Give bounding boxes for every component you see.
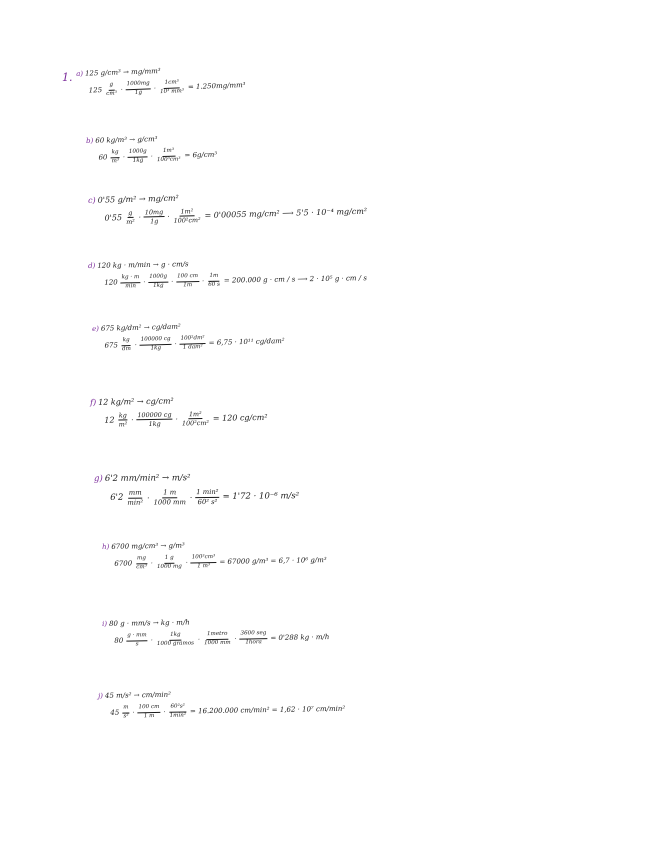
fraction: $\frac{m}{\text{s²}}$ <box>123 704 129 720</box>
item-result: = 200.000 g · cm / s ⟶ 2 · 10⁵ g · cm / s <box>223 274 367 285</box>
item-result: = 16.200.000 cm/min² = 1,62 · 10⁷ cm/min² <box>189 704 346 716</box>
fraction: $\frac{1000mg}{1g}$ <box>126 80 150 96</box>
item-letter: b) <box>86 136 94 145</box>
fraction: $\frac{kg}{dm}$ <box>121 337 131 352</box>
item-letter: d) <box>88 261 96 270</box>
item-result: = 0'00055 mg/cm² ⟶ 5'5 · 10⁻⁴ mg/cm² <box>204 207 368 221</box>
fraction: $\frac{\text{1m²}}{\text{100²cm²}}$ <box>181 410 210 428</box>
item-result: = 6,75 · 10¹¹ cg/dam² <box>208 337 285 348</box>
fraction: $\frac{100000 cg}{1kg}$ <box>140 335 171 352</box>
fraction: $\frac{1000g}{1kg}$ <box>149 273 168 289</box>
item-i <box>102 616 329 648</box>
item-letter: f) <box>90 397 97 407</box>
fraction: $\frac{1kg}{\text{1000 gramos}}$ <box>156 631 195 647</box>
item-heading: 6700 mg/cm³ → g/m³ <box>111 541 185 551</box>
item-letter: c) <box>88 195 96 205</box>
item-f <box>90 395 268 429</box>
item-heading: 12 kg/m² → cg/cm² <box>98 396 174 407</box>
item-letter: i) <box>102 619 108 628</box>
item-h <box>102 539 327 571</box>
fraction: $\frac{\text{60²s²}}{\text{1min²}}$ <box>169 703 187 719</box>
item-value: 6'2 <box>110 493 124 504</box>
item-d <box>88 257 367 290</box>
fraction: $\frac{\text{3600 seg}}{\text{1hora}}$ <box>240 630 267 646</box>
item-letter: j) <box>98 691 104 700</box>
fraction: $\frac{g}{\text{m²}}$ <box>126 208 135 227</box>
item-result: = 6g/cm³ <box>184 150 218 160</box>
item-calculation: 0'55 $\frac{g}{\text{m²}}$ · $\frac{10mg}{1g}$ · $\frac{\text{1m²}}{\text{100²cm²}}$ = 0'00055 mg/cm² ⟶ 5'5 · 10⁻⁴ mg/cm² <box>104 207 368 227</box>
item-a <box>76 64 246 98</box>
item-letter: h) <box>102 542 110 551</box>
item-calculation: 6700 $\frac{mg}{\text{cm³}}$ · $\frac{1 g}{1000 mg}$ · $\frac{\text{100³cm³}}{\text{1 m³}}$ = 67000 g/m³ = 6,7 · 10⁶ g/m³ <box>114 554 327 570</box>
item-heading: 60 kg/m³ → g/cm³ <box>95 135 158 145</box>
fraction: $\frac{10mg}{1g}$ <box>144 208 164 226</box>
fraction: $\frac{g}{\text{cm³}}$ <box>106 81 118 97</box>
item-e <box>92 320 285 353</box>
fraction: $\frac{1000g}{1kg}$ <box>128 148 147 164</box>
fraction: $\frac{100 cm}{1 m}$ <box>138 703 160 719</box>
fraction: $\frac{\text{100²dm²}}{\text{1 dam²}}$ <box>180 335 205 351</box>
item-letter: g) <box>94 473 103 484</box>
item-calculation: 12 $\frac{kg}{\text{m²}}$ · $\frac{100000 cg}{1kg}$ · $\frac{\text{1m²}}{\text{100²cm²}}$ = 120 cg/cm² <box>104 410 268 429</box>
fraction: $\frac{1 m}{1000 mm}$ <box>153 488 186 507</box>
item-value: 12 <box>104 415 115 426</box>
fraction: $\frac{1m}{60 s}$ <box>208 272 221 288</box>
item-calculation: 80 $\frac{g \cdot mm}{s}$ · $\frac{1kg}{\text{1000 gramos}}$ · $\frac{\text{1metro}}{1000 mm}$ · $\frac{\text{3600 seg}}{\text{1hora}}$ = 0'288 kg · m/h <box>114 630 330 648</box>
item-calculation: 45 $\frac{m}{\text{s²}}$ · $\frac{100 cm}{1 m}$ · $\frac{\text{60²s²}}{\text{1min²}}$ = 16.200.000 cm/min² = 1,62 · 10⁷ cm/min² <box>110 703 346 720</box>
fraction: $\frac{100000 cg}{1kg}$ <box>137 410 172 429</box>
fraction: $\frac{100 cm}{1m}$ <box>177 273 199 288</box>
item-value: 0'55 <box>104 213 123 223</box>
item-result: = 67000 g/m³ = 6,7 · 10⁶ g/m³ <box>219 556 327 567</box>
item-value: 675 <box>104 341 119 350</box>
item-b <box>86 134 217 166</box>
item-result: = 1.250mg/mm³ <box>187 81 246 92</box>
item-letter: e) <box>92 324 100 333</box>
item-g <box>94 472 299 506</box>
item-calculation: 60 $\frac{kg}{\text{m³}}$ · $\frac{1000g}{1kg}$ · $\frac{\text{1m³}}{\text{100³cm³}}$ = 6g/cm³ <box>98 147 218 164</box>
item-result: = 120 cg/cm² <box>212 413 268 424</box>
fraction: $\frac{mm}{\text{min²}}$ <box>127 488 144 507</box>
item-calculation: 675 $\frac{kg}{dm}$ · $\frac{100000 cg}{1kg}$ · $\frac{\text{100²dm²}}{\text{1 dam²}}$ = 6,75 · 10¹¹ cg/dam² <box>104 335 285 352</box>
item-value: 6700 <box>114 559 133 568</box>
fraction: $\frac{mg}{\text{cm³}}$ <box>136 555 147 570</box>
item-calculation: 120 $\frac{kg \cdot m}{\min}$ · $\frac{1000g}{1kg}$ · $\frac{100 cm}{1m}$ · $\frac{1m}{60 s}$ = 200.000 g · cm / s ⟶ 2 · 10⁵ g · cm / s <box>104 272 367 289</box>
fraction: $\frac{kg}{\text{m³}}$ <box>111 149 120 164</box>
item-letter: a) <box>76 69 84 78</box>
fraction: $\frac{1 g}{1000 mg}$ <box>156 554 182 570</box>
item-value: 45 <box>110 708 120 717</box>
item-heading: 120 kg · m/min → g · cm/s <box>97 260 189 270</box>
fraction: $\frac{\text{1cm³}}{\text{10³ mm³}}$ <box>159 79 185 95</box>
fraction: $\frac{\text{100³cm³}}{\text{1 m³}}$ <box>191 554 216 569</box>
item-calculation: 6'2 $\frac{mm}{\text{min²}}$ · $\frac{1 m}{1000 mm}$ · $\frac{\text{1 min²}}{\text{60² s²}}$ = 1'72 · 10⁻⁶ m/s² <box>110 487 300 507</box>
fraction: $\frac{g \cdot mm}{s}$ <box>127 632 147 648</box>
item-heading: 80 g · mm/s → kg · m/h <box>108 618 190 628</box>
fraction: $\frac{\text{1m³}}{\text{100³cm³}}$ <box>156 147 181 163</box>
item-c <box>88 189 367 227</box>
fraction: $\frac{kg}{\text{m²}}$ <box>118 411 128 429</box>
problem-number: 1. <box>62 71 73 84</box>
item-heading: 45 m/s² → cm/min² <box>104 690 171 700</box>
fraction: $\frac{kg \cdot m}{\min}$ <box>121 274 140 289</box>
item-value: 80 <box>114 636 124 645</box>
item-j <box>98 688 345 720</box>
item-calculation: 125 $\frac{g}{\text{cm³}}$ · $\frac{1000mg}{1g}$ · $\frac{\text{1cm³}}{\text{10³ mm³}}$ = 1.250mg/mm³ <box>88 79 246 97</box>
item-result: = 0'288 kg · m/h <box>270 633 330 643</box>
item-result: = 1'72 · 10⁻⁶ m/s² <box>222 491 300 503</box>
item-heading: 675 kg/dm² → cg/dam² <box>100 322 181 333</box>
fraction: $\frac{\text{1metro}}{1000 mm}$ <box>204 630 231 646</box>
fraction: $\frac{\text{1 min²}}{\text{60² s²}}$ <box>196 487 219 506</box>
item-value: 125 <box>88 86 103 95</box>
item-heading: 125 g/cm³ → mg/mm³ <box>84 67 161 78</box>
item-value: 60 <box>98 153 108 162</box>
fraction: $\frac{\text{1m²}}{\text{100²cm²}}$ <box>173 207 201 226</box>
item-heading: 6'2 mm/min² → m/s² <box>104 473 191 484</box>
item-value: 120 <box>104 278 118 287</box>
item-heading: 0'55 g/m² → mg/cm² <box>97 193 179 205</box>
